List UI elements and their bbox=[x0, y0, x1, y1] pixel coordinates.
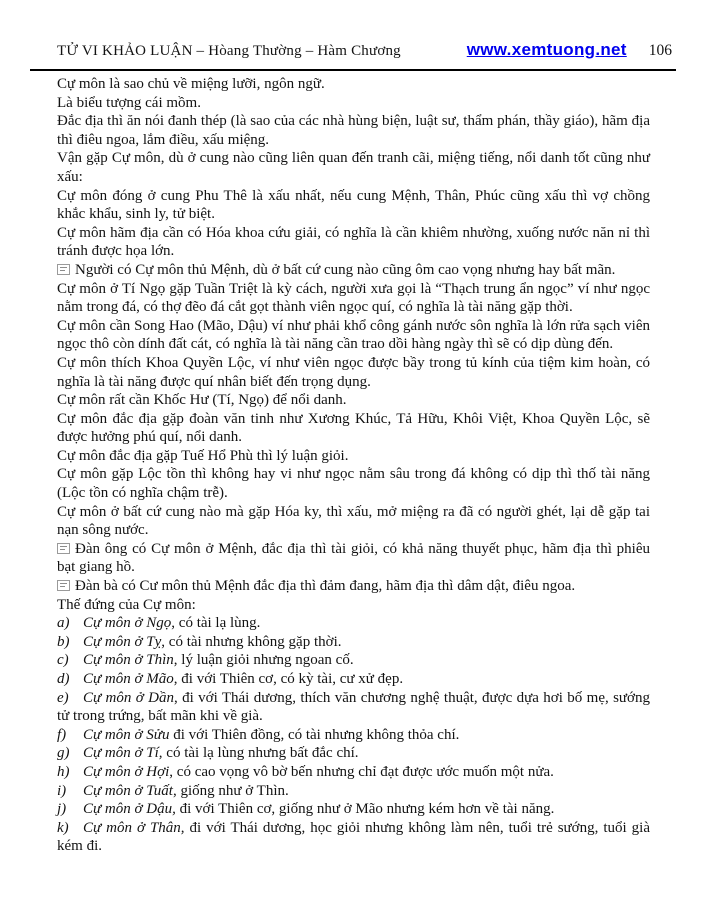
document-title: TỬ VI KHẢO LUẬN – Hòang Thường – Hàm Chương bbox=[57, 43, 401, 59]
list-item: c) Cự môn ở Thìn, lý luận giỏi nhưng ngoan cố. bbox=[57, 652, 354, 669]
list-item: h) Cự môn ở Hợi, có cao vọng vô bờ bến nhưng chỉ đạt được ước muốn một nửa. bbox=[57, 763, 554, 780]
paragraph: Cự môn đóng ở cung Phu Thê là xấu nhất, nếu cung Mệnh, Thân, Phúc cũng xấu thì vợ chồng khắc khẩu, sinh ly, tử biệt. bbox=[57, 187, 650, 223]
list-item-star-position: Cự môn ở Tuất bbox=[83, 782, 173, 799]
list-item-star-position: Cự môn ở Sửu bbox=[83, 726, 170, 743]
paragraph: Đàn ông có Cự môn ở Mệnh, đắc địa thì tài giỏi, có khả năng thuyết phục, hãm địa thì phiêu bạt giang hồ. bbox=[57, 540, 650, 576]
list-item-label: b) bbox=[57, 633, 70, 650]
list-item-label: i) bbox=[57, 782, 67, 799]
list-item: k) Cự môn ở Thân, đi với Thái dương, học giỏi nhưng không làm nên, tuổi trẻ sướng, tuổi già kém đi. bbox=[57, 819, 650, 855]
list-item-label: a) bbox=[57, 615, 70, 632]
paragraph: Cự môn đắc địa gặp đoàn văn tinh như Xương Khúc, Tả Hữu, Khôi Việt, Khoa Quyền Lộc, sẽ được hưởng phú quí, nổi danh. bbox=[57, 410, 650, 446]
paragraph: Cự môn cần Song Hao (Mão, Dậu) ví như phải khổ công gánh nước sôn nghĩa là lớn rửa sạch viên ngọc thô còn dính đất cát, có nghĩa là tài năng cần trao dồi hàng ngày thì sẽ có dịp dùng đến. bbox=[57, 317, 650, 353]
list-item-label: h) bbox=[57, 763, 70, 780]
note-icon bbox=[57, 543, 70, 554]
page-body bbox=[0, 71, 705, 856]
list-item-label: c) bbox=[57, 652, 69, 669]
website-link[interactable]: www.xemtuong.net bbox=[466, 40, 627, 59]
paragraph: Cự môn rất cần Khốc Hư (Tí, Ngọ) để nổi danh. bbox=[57, 392, 347, 409]
list-item-label: g) bbox=[57, 745, 70, 762]
paragraph: Cự môn gặp Lộc tồn thì không hay vi như ngọc nằm sâu trong đá không có dịp thì thố tài năng (Lộc tồn có nghĩa chậm trễ). bbox=[57, 466, 650, 502]
paragraph: Là biểu tượng cái mồm. bbox=[57, 94, 201, 111]
list-item-star-position: Cự môn ở Thìn bbox=[83, 652, 174, 669]
list-item-label: j) bbox=[57, 801, 67, 818]
page-header bbox=[0, 0, 705, 60]
note-icon bbox=[57, 264, 70, 275]
paragraphs bbox=[57, 75, 650, 614]
list-item: f) Cự môn ở Sửu đi với Thiên đồng, có tài nhưng không thỏa chí. bbox=[57, 726, 460, 743]
position-list bbox=[57, 614, 650, 856]
list-item-label: d) bbox=[57, 671, 70, 687]
list-item-star-position: Cự môn ở Dậu, bbox=[83, 801, 176, 818]
list-item-star-position: Cự môn ở Hợi bbox=[83, 763, 170, 780]
paragraph: Đàn bà có Cư môn thủ Mệnh đắc địa thì đảm đang, hãm địa thì dâm dật, điêu ngoa. bbox=[57, 577, 650, 596]
list-item: e) Cự môn ở Dần, đi với Thái dương, thích văn chương nghệ thuật, được dựa hơi bố mẹ, sướng tử trong trứng, bất mãn khi về già. bbox=[57, 689, 650, 725]
list-item: g) Cự môn ở Tí, có tài lạ lùng nhưng bất đắc chí. bbox=[57, 745, 359, 762]
note-icon bbox=[57, 580, 70, 591]
list-item-label: e) bbox=[57, 689, 69, 706]
paragraph: Cự môn ở bất cứ cung nào mà gặp Hóa ky, thì xấu, mở miệng ra đã có người ghét, lại dễ gặp tai nạn sông nước. bbox=[57, 503, 650, 539]
paragraph: Cự môn đắc địa gặp Tuế Hổ Phù thì lý luận giỏi. bbox=[57, 447, 349, 464]
paragraph: Thế đứng của Cự môn: bbox=[57, 596, 196, 613]
paragraph: Cự môn ở Tí Ngọ gặp Tuần Triệt là kỳ cách, người xưa gọi là “Thạch trung ẩn ngọc” ví như ngọc nằm trong đá, có thợ đẽo đá cắt gọt thành viên ngọc quí, có nghĩa là tài năng gặp thời. bbox=[57, 280, 650, 316]
paragraph: Cự môn là sao chủ về miệng lưỡi, ngôn ngữ. bbox=[57, 76, 325, 92]
page-number: 106 bbox=[648, 42, 672, 59]
list-item: j) Cự môn ở Dậu, đi với Thiên cơ, giống như ở Mão nhưng kém hơn về tài năng. bbox=[57, 801, 555, 818]
paragraph: Người có Cự môn thủ Mệnh, dù ở bất cứ cung nào cũng ôm cao vọng nhưng hay bất mãn. bbox=[57, 261, 650, 280]
paragraph: Đắc địa thì ăn nói đanh thép (là sao của các nhà hùng biện, luật sư, thẩm phán, thầy giáo), hãm địa thì điêu ngoa, lắm điều, xấu miệng. bbox=[57, 113, 650, 148]
list-item-star-position: Cự môn ở Ngọ bbox=[83, 615, 172, 632]
paragraph: Cự môn thích Khoa Quyền Lộc, ví như viên ngọc được bầy trong tủ kính của tiệm kim hoàn, có nghĩa là tài năng được quí nhân biết đến trọng dụng. bbox=[57, 354, 650, 390]
list-item-label: f) bbox=[57, 726, 67, 743]
list-item: a) Cự môn ở Ngọ, có tài lạ lùng. bbox=[57, 615, 261, 632]
list-item-star-position: Cự môn ở Tỵ bbox=[83, 633, 162, 650]
list-item-star-position: Cự môn ở Tí, bbox=[83, 745, 163, 762]
paragraph: Vận gặp Cự môn, dù ở cung nào cũng liên quan đến tranh cãi, miệng tiếng, nổi danh tốt cũng như xấu: bbox=[57, 150, 650, 185]
list-item-star-position: Cự môn ở Thân, bbox=[83, 819, 185, 836]
list-item: i) Cự môn ở Tuất, giống như ở Thìn. bbox=[57, 782, 289, 799]
list-item-label: k) bbox=[57, 819, 69, 836]
list-item-star-position: Cự môn ở Dần bbox=[83, 689, 174, 706]
paragraph: Cự môn hãm địa cần có Hóa khoa cứu giải, có nghĩa là cần khiêm nhường, xuống nước năn nỉ thì tránh được họa lớn. bbox=[57, 224, 650, 260]
list-item: b) Cự môn ở Tỵ, có tài nhưng không gặp thời. bbox=[57, 633, 342, 650]
list-item-star-position: Cự môn ở Mão bbox=[83, 671, 174, 687]
list-item: d) Cự môn ở Mão, đi với Thiên cơ, có kỳ tài, cư xử đẹp. bbox=[57, 671, 404, 687]
